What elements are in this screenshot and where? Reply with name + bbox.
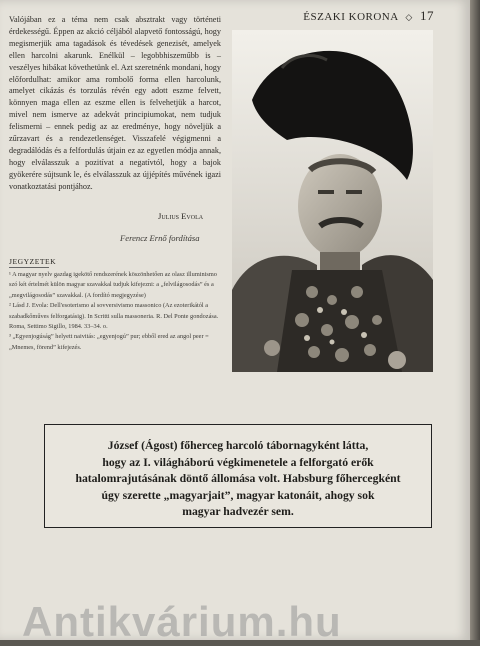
translator-credit: Ferencz Ernő fordítása	[120, 233, 200, 243]
portrait-photo	[232, 30, 433, 372]
notes-heading: JEGYZETEK	[9, 257, 57, 266]
page-number: 17	[420, 8, 434, 23]
running-header	[303, 8, 434, 24]
caption-line: hatalomrajutásának döntő állomása volt. Habsburg főhercegként	[75, 472, 401, 486]
diamond-icon: ◇	[405, 12, 413, 22]
portrait-illustration	[232, 30, 433, 372]
running-title: ÉSZAKI KORONA	[303, 11, 399, 23]
footnote-item: ¹ A magyar nyelv gazdag igekötő rendszerének köszönhetően az olasz illuminismo szó két értelmét külön magyar szavakkal tudjuk kifejezni: a „felvilágosodás” és a „megvilágosodás” szavakkal. (A fordító megjegyzése)	[9, 271, 217, 299]
author-signature: Julius Evola	[158, 211, 204, 221]
caption-line: hogy az I. világháború végkimenetele a felforgató erők	[102, 455, 374, 469]
watermark: Antikvárium.hu	[22, 598, 342, 645]
footnotes	[9, 270, 221, 353]
caption-box	[44, 424, 432, 528]
caption-text	[45, 438, 431, 521]
caption-line: úgy szerette „magyarjait”, magyar katonáit, ahogy sok	[101, 488, 375, 502]
footnote-item: ² Lásd J. Evola: Dell'esoterismo al sovversivismo massonico (Az ezoterikától a szabadkőműves felforgatásig). In Scritti sulla massoneria. R. Del Ponte gondozása. Roma, Settimo Sigillo, 1984. 33–34. o.	[9, 302, 219, 331]
footnote-item: ³ „Egyenjogúság” helyett naivitás: „egyenjogú” pur; ebből ered az angol peer = „Mnemes, förend” kifejezés.	[9, 333, 209, 351]
body-paragraph: Valójában ez a téma nem csak absztrakt vagy történeti érdekességű. Éppen az akció céljából alapvető fontosságú, hogy megismerjük ama tagadások és tévedések genezisét, amelyek ellen harcolni akarunk. Enélkül – legobbhiszeműbb is – veszélyes hibákat követhetünk el. Azt szeretnénk mondani, hogy előfordulhat: amikor ama rombolő forma ellen harcolunk, amelyet cikázás és torzulás révén egy adott eszme felvett, könnyen maga ellen az eszme ellen is felvehetjük a harcot, mivel nem ismerve az adekvát principiumokat, nem tudjuk felismerni – ennek pedig az az eredménye, hogy növeljük a zűrzavart és a rendezetlenséget. Visszafelé végigmenni a degradálódás és a felfordulás útjain ez az egyetlen módja annak, hogy elválasszuk a pozitívat a negatívtól, hogy a bajok gyökerére sújtsunk le, és elválasszuk az újjépítés művének igazi vonatkoztatási pontjához.	[9, 15, 221, 191]
page-edge	[470, 0, 480, 640]
caption-line: magyar hadvezér sem.	[182, 505, 294, 519]
caption-line: József (Ágost) főherceg harcoló tábornagyként látta,	[107, 439, 369, 452]
